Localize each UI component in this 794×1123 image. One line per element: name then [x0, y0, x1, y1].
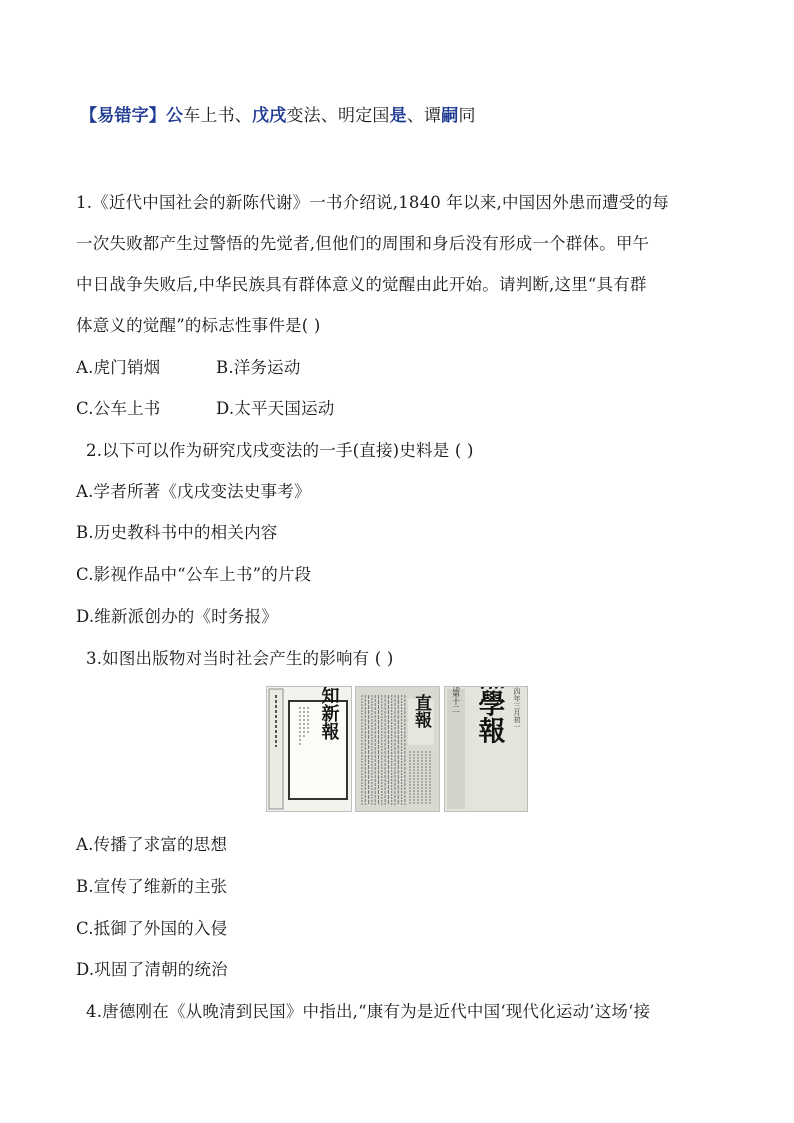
highlighted-character: 嗣 [441, 106, 459, 126]
q3-option-c: C.抵御了外国的入侵 [76, 919, 228, 938]
header-text: 变法、明定国 [286, 106, 390, 126]
q3-publication-images [266, 686, 528, 812]
q3-stem: 3.如图出版物对当时社会产生的影响有 ( ) [86, 649, 394, 668]
xiangxuebao-cover [445, 687, 527, 811]
q1-line-2: 一次失败都产生过警悟的先觉者,但他们的周围和身后没有形成一个群体。甲午 [76, 234, 650, 253]
q1-line-1: 1.《近代中国社会的新陈代谢》一书介绍说,1840 年以来,中国因外患而遭受的每 [76, 193, 669, 212]
q1-line-4: 体意义的觉醒”的标志性事件是( ) [76, 316, 321, 335]
xiangxuebao-date: 光緒二十四年三月初一 [513, 687, 521, 730]
q1-option-a: A.虎门销烟 [76, 358, 161, 377]
xiangxuebao-title: 湘學報 [473, 687, 505, 744]
publication-image-xiangxuebao [444, 686, 528, 812]
publication-image-zhixinbao [266, 686, 352, 812]
q4-stem: 4.唐德刚在《从晚清到民国》中指出,“康有为是近代中国‘现代化运动’这场‘接 [86, 1002, 651, 1021]
q1-option-c: C.公车上书 [76, 399, 161, 418]
zhixinbao-cover [267, 687, 351, 811]
highlighted-character: 是 [389, 106, 407, 126]
header-text: 、谭 [406, 106, 442, 126]
header-prefix: 【易错字】 [80, 106, 166, 126]
q2-stem: 2.以下可以作为研究戊戌变法的一手(直接)史料是 ( ) [86, 441, 474, 460]
zhibao-page [356, 687, 439, 811]
header-text: 同 [458, 106, 476, 126]
highlighted-character: 戊戌 [252, 106, 287, 126]
q1-option-d: D.太平天国运动 [216, 399, 335, 418]
q2-option-b: B.历史教科书中的相关内容 [76, 523, 278, 542]
q1-line-3: 中日战争失败后,中华民族具有群体意义的觉醒由此开始。请判断,这里“具有群 [76, 275, 647, 294]
q1-option-b: B.洋务运动 [216, 358, 301, 377]
q3-option-b: B.宣传了维新的主张 [76, 877, 228, 896]
zhixinbao-title: 知新報 [318, 687, 340, 740]
header-characters [166, 106, 476, 126]
q2-option-a: A.学者所著《戊戌变法史事考》 [76, 482, 311, 501]
header-text: 车上书、 [183, 106, 253, 126]
highlighted-character: 公 [166, 106, 184, 126]
q3-option-a: A.传播了求富的思想 [76, 835, 228, 854]
q2-option-c: C.影视作品中“公车上书”的片段 [76, 565, 312, 584]
q3-option-d: D.巩固了清朝的统治 [76, 960, 228, 979]
zhibao-title: 直報 [411, 694, 431, 728]
q2-option-d: D.维新派创办的《时务报》 [76, 607, 278, 626]
publication-image-zhibao [355, 686, 440, 812]
xiangxuebao-issue: 報第十二 [451, 687, 461, 713]
error-prone-characters [80, 104, 476, 128]
